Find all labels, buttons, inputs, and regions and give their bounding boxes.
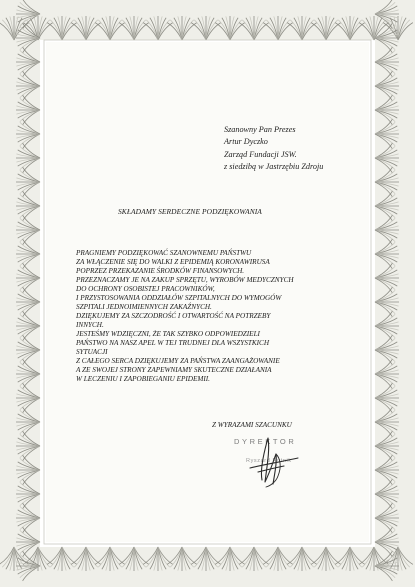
- body-line: JESTEŚMY WDZIĘCZNI, ŻE TAK SZYBKO ODPOWIEDZIELI: [76, 330, 260, 338]
- body-line: PAŃSTWO NA NASZ APEL W TEJ TRUDNEJ DLA WSZYSTKICH: [76, 339, 270, 347]
- stamp-title: DYREKTOR: [234, 437, 297, 446]
- body-line: DO OCHRONY OSOBISTEJ PRACOWNIKÓW,: [76, 285, 215, 293]
- body-line: SZPITALI JEDNOIMIENNYCH ZAKAŹNYCH.: [76, 303, 212, 311]
- body-line: A ZE SWOJEJ STRONY ZAPEWNIAMY SKUTECZNE DZIAŁANIA: [76, 366, 272, 374]
- addressee-title: Szanowny Pan Prezes: [224, 125, 296, 134]
- body-line: W LECZENIU I ZAPOBIEGANIU EPIDEMII.: [76, 375, 210, 383]
- letter-body: [76, 249, 376, 384]
- body-line: SYTUACJI: [76, 348, 108, 356]
- addressee-location: z siedzibą w Jastrzębiu Zdroju: [224, 161, 324, 171]
- addressee-organization: Zarząd Fundacji JSW.: [224, 149, 297, 159]
- addressee-block: [224, 124, 323, 173]
- body-line: PRAGNIEMY PODZIĘKOWAĆ SZANOWNEMU PAŃSTWU: [76, 249, 252, 257]
- closing-line: Z WYRAZAMI SZACUNKU: [212, 421, 292, 429]
- addressee-name: Artur Dyczko: [224, 137, 268, 147]
- stamp-name: Ryszard Rutnik: [246, 458, 292, 464]
- subject-heading: SKŁADAMY SERDECZNE PODZIĘKOWANIA: [118, 207, 262, 216]
- handwritten-signature: [240, 432, 310, 490]
- body-line: I PRZYSTOSOWANIA ODDZIAŁÓW SZPITALNYCH DO WYMOGÓW: [76, 294, 282, 302]
- body-line: POPRZEZ PRZEKAZANIE ŚRODKÓW FINANSOWYCH.: [76, 267, 245, 275]
- body-line: PRZEZNACZAMY JE NA ZAKUP SPRZĘTU, WYROBÓW MEDYCZNYCH: [76, 276, 294, 284]
- body-line: INNYCH.: [76, 321, 104, 329]
- body-line: DZIĘKUJEMY ZA SZCZODROŚĆ I OTWARTOŚĆ NA POTRZEBY: [76, 312, 271, 320]
- body-line: Z CAŁEGO SERCA DZIĘKUJEMY ZA PAŃSTWA ZAANGAŻOWANIE: [76, 357, 280, 365]
- body-line: ZA WŁĄCZENIE SIĘ DO WALKI Z EPIDEMIĄ KORONAWIRUSA: [76, 258, 270, 266]
